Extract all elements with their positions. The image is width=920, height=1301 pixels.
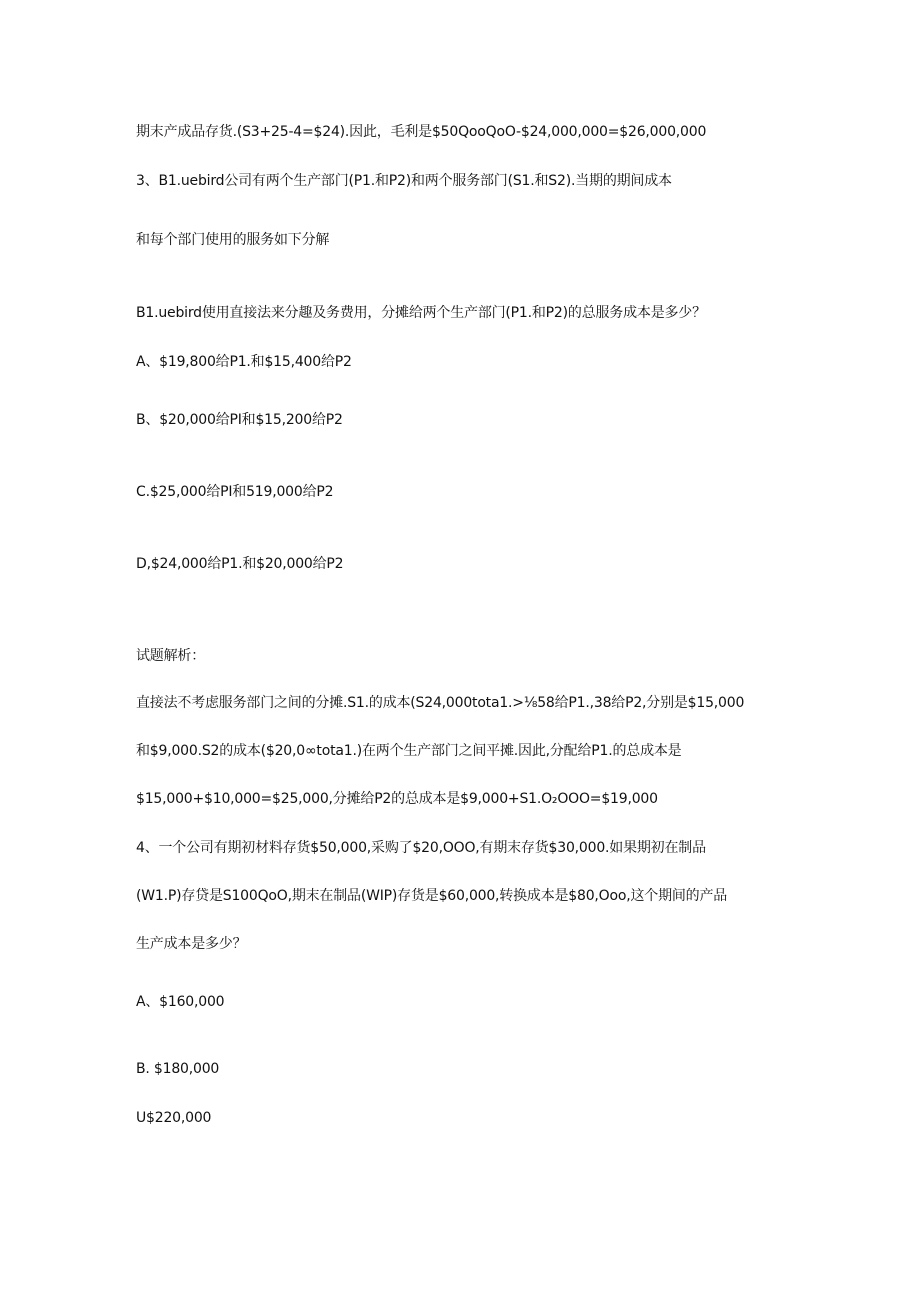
question-4-text-continued: (W1.P)存贷是S100QoO,期末在制品(WIP)存货是$60,000,转换成本是$80,Ooo,这个期间的产品 bbox=[136, 888, 728, 904]
question-3-option-d: D,$24,000给P1.和$20,000给P2 bbox=[136, 556, 344, 572]
question-4-prompt: 生产成本是多少？ bbox=[136, 936, 247, 952]
question-4-option-c: U$220,000 bbox=[136, 1110, 212, 1126]
analysis-heading: 试题解析： bbox=[136, 648, 205, 664]
answer-continuation-text: 期末产成品存货.(S3+25-4=$24).因此，毛利是$50QooQoO-$24,000,000=$26,000,000 bbox=[136, 124, 707, 140]
question-3-option-c: C.$25,000给PI和519,000给P2 bbox=[136, 484, 334, 500]
question-4-text: 4、一个公司有期初材料存货$50,000,采购了$20,OOO,有期末存货$30,000.如果期初在制品 bbox=[136, 840, 706, 856]
analysis-text-line-1: 直接法不考虑服务部门之间的分摊.S1.的成本(S24,000tota1.>⅛58给P1.,38给P2,分别是$15,000 bbox=[136, 695, 745, 711]
question-4-option-b: B. $180,000 bbox=[136, 1061, 220, 1077]
question-3-option-a: A、$19,800给P1.和$15,400给P2 bbox=[136, 354, 352, 370]
question-3-text-continued: 和每个部门使用的服务如下分解 bbox=[136, 232, 330, 248]
analysis-text-line-2: 和$9,000.S2的成本($20,0∞tota1.)在两个生产部门之间平摊.因此,分配给P1.的总成本是 bbox=[136, 743, 682, 759]
question-3-option-b: B、$20,000给PI和$15,200给P2 bbox=[136, 412, 343, 428]
analysis-text-line-3: $15,000+$10,000=$25,000,分摊给P2的总成本是$9,000+S1.O₂OOO=$19,000 bbox=[136, 791, 658, 807]
question-3-text: 3、B1.uebird公司有两个生产部门(P1.和P2)和两个服务部门(S1.和S2).当期的期间成本 bbox=[136, 173, 672, 189]
question-4-option-a: A、$160,000 bbox=[136, 994, 225, 1010]
question-3-prompt: B1.uebird使用直接法来分趣及务费用，分摊给两个生产部门(P1.和P2)的总服务成本是多少？ bbox=[136, 305, 706, 321]
